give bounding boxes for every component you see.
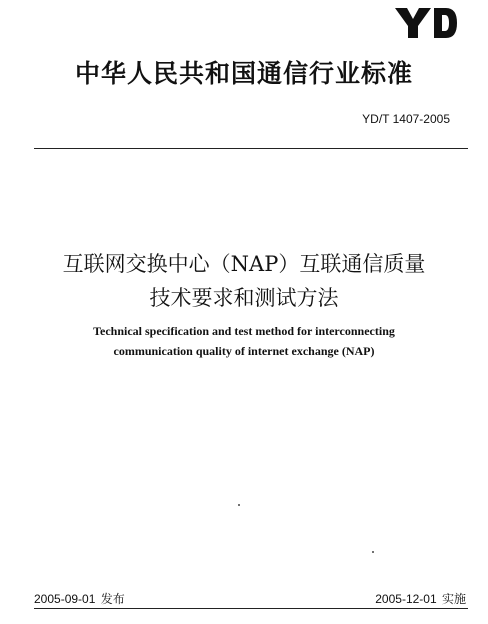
footer-divider: [34, 608, 468, 609]
header-divider: [34, 148, 468, 149]
logo-letter-d: [434, 8, 457, 38]
implement-date: 2005-12-01: [375, 592, 437, 606]
scan-speck: [238, 504, 240, 506]
publish-date: 2005-09-01: [34, 592, 96, 606]
standard-category-title: 中华人民共和国通信行业标准: [74, 59, 413, 88]
yd-logo: [394, 6, 458, 40]
scan-speck: [372, 551, 374, 553]
standard-code: YD/T 1407-2005: [362, 112, 450, 126]
publish-info: [34, 590, 125, 607]
chinese-title-line-1: 互联网交换中心（NAP）互联通信质量: [62, 252, 426, 276]
logo-letter-y: [395, 8, 431, 38]
implement-label: 实施: [441, 592, 466, 606]
english-title-line-2: communication quality of internet exchange (NAP): [113, 344, 375, 358]
chinese-title-line-2: 技术要求和测试方法: [149, 286, 339, 310]
publish-label: 发布: [100, 592, 125, 606]
implement-info: [375, 590, 466, 607]
english-title-line-1: Technical specification and test method for interconnecting: [93, 324, 395, 338]
